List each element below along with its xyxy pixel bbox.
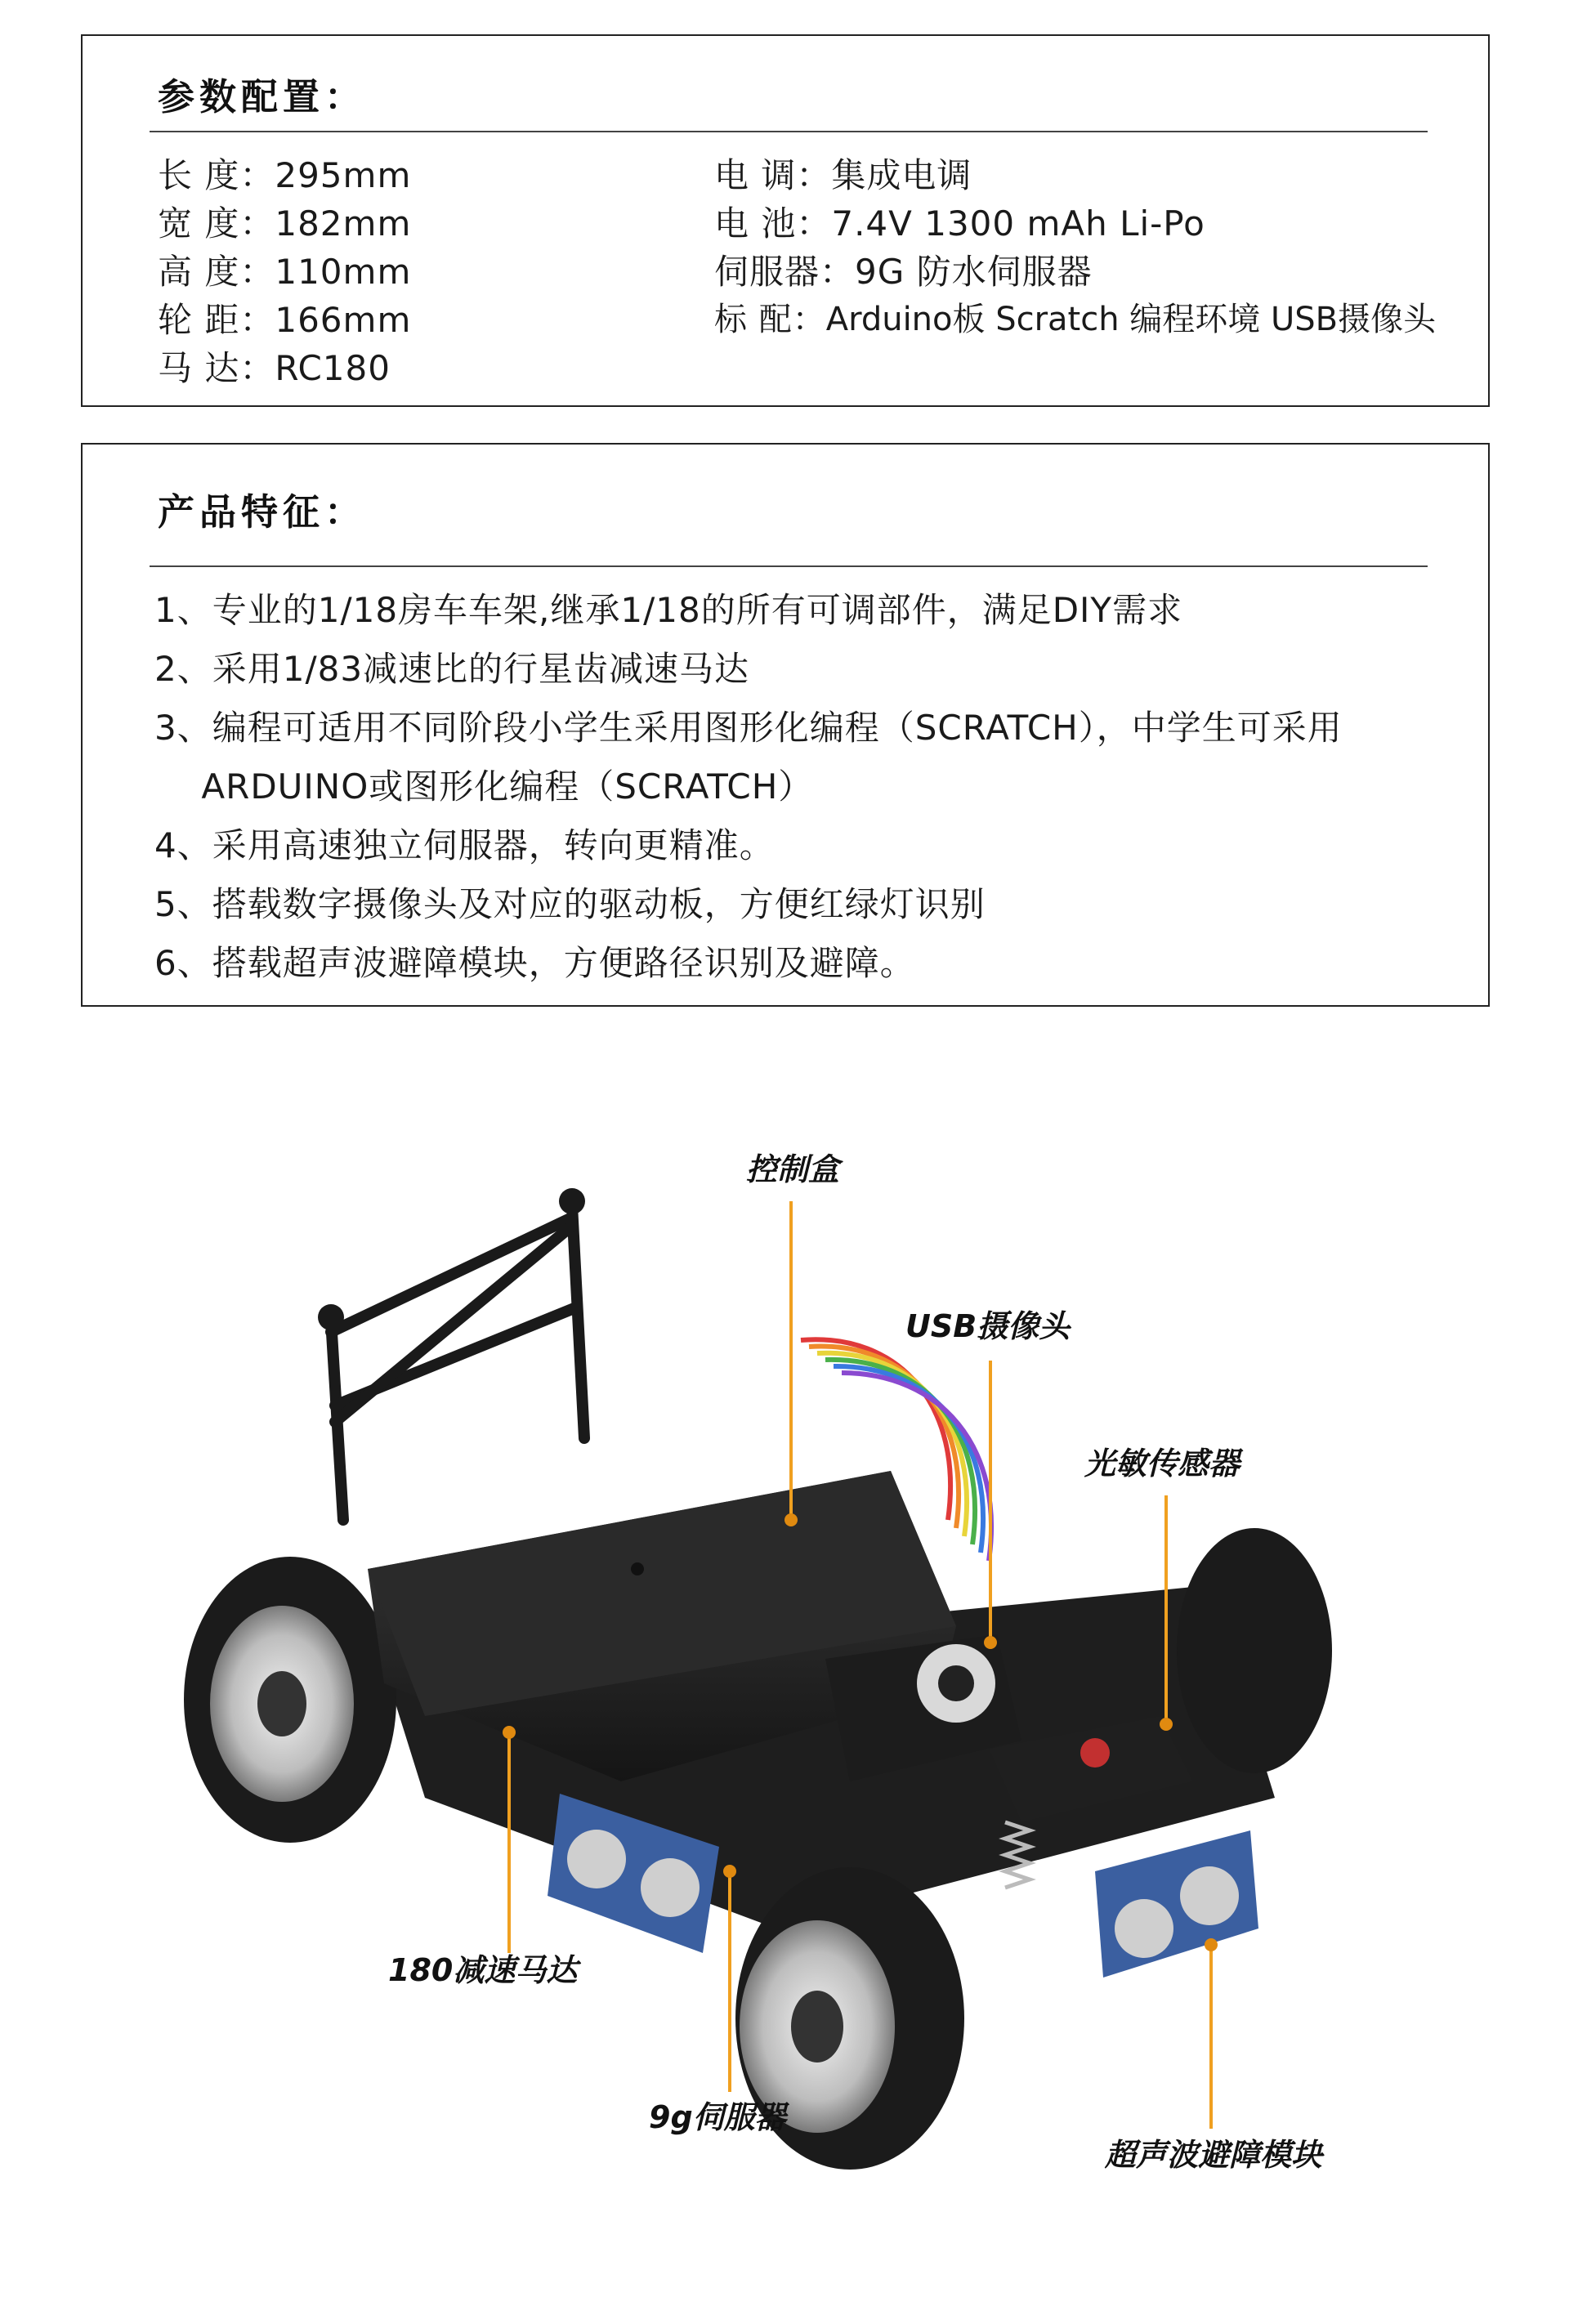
callout-light-sensor: 光敏传感器 [1084, 1446, 1240, 1482]
spec-battery: 电 池：7.4V 1300 mAh Li-Po [714, 203, 1205, 244]
feature-line-2: 2、采用1/83减速比的行星齿减速马达 [154, 649, 750, 689]
spec-width: 宽 度：182mm [158, 203, 412, 244]
specs-panel [81, 34, 1490, 407]
spec-standard-config: 标 配：Arduino板 Scratch 编程环境 USB摄像头 [714, 301, 1437, 338]
spec-length: 长 度：295mm [158, 155, 412, 195]
spec-height: 高 度：110mm [158, 252, 412, 292]
product-photo [0, 1062, 1569, 2324]
spec-motor: 马 达：RC180 [158, 348, 391, 388]
feature-line-6: 6、搭载超声波避障模块，方便路径识别及避障。 [154, 943, 915, 983]
feature-line-3: 3、编程可适用不同阶段小学生采用图形化编程（SCRATCH），中学生可采用 [154, 708, 1343, 748]
callout-motor: 180减速马达 [388, 1952, 578, 1988]
spec-servo: 伺服器：9G 防水伺服器 [714, 252, 1093, 292]
wheel-rear-left [184, 1557, 396, 1843]
roll-bar [331, 1205, 584, 1520]
spec-esc: 电 调：集成电调 [714, 155, 972, 195]
features-panel [81, 443, 1490, 1007]
specs-divider [150, 131, 1428, 132]
wheel-rear-right [1177, 1528, 1332, 1773]
features-divider [150, 565, 1428, 567]
spec-wheelbase: 轮 距：166mm [158, 300, 412, 340]
feature-line-5: 5、搭载数字摄像头及对应的驱动板，方便红绿灯识别 [154, 884, 986, 924]
callout-ultrasonic: 超声波避障模块 [1105, 2137, 1323, 2173]
feature-line-4: 4、采用高速独立伺服器，转向更精准。 [154, 825, 775, 865]
feature-line-3-cont: ARDUINO或图形化编程（SCRATCH） [154, 766, 814, 807]
ultrasonic-sensor-right [1095, 1830, 1258, 1978]
callout-servo: 9g伺服器 [649, 2099, 786, 2135]
callout-usb-camera: USB摄像头 [905, 1308, 1071, 1344]
features-title: 产品特征： [158, 490, 367, 534]
feature-line-1: 1、专业的1/18房车车架,继承1/18的所有可调部件，满足DIY需求 [154, 590, 1183, 630]
specs-title: 参数配置： [158, 75, 367, 118]
callout-control-box: 控制盒 [746, 1151, 840, 1187]
